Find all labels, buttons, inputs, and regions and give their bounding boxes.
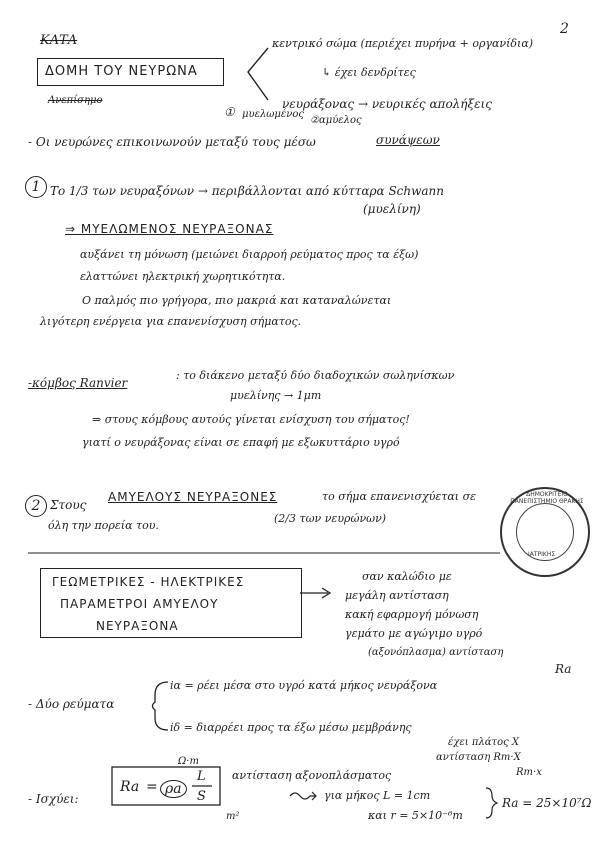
cable-line-2: μεγάλη αντίσταση xyxy=(345,589,449,602)
formula-denominator: S xyxy=(197,789,206,804)
synapse-line: - Οι νευρώνες επικοινωνούν μεταξύ τους μέσω xyxy=(28,135,316,149)
formula-lhs: Ra xyxy=(120,779,140,795)
axon-note-number: ① xyxy=(224,105,235,119)
ranvier-arrow-2: γιατί ο νευράξονας είναι σε επαφή με εξωκυττάριο υγρό xyxy=(82,436,400,449)
axon-note-myelinated: μυελωμένος xyxy=(242,109,305,120)
current-b: iδ = διαρρέει προς τα έξω μέσω μεμβράνης xyxy=(170,721,412,734)
myelin-line-2: ελαττώνει ηλεκτρική χωρητικότητα. xyxy=(80,270,286,283)
axon-branch: νευράξονας → νευρικές απολήξεις xyxy=(282,97,492,111)
rm-note-1: έχει πλάτος X xyxy=(448,737,520,748)
ranvier-line: : το διάκενο μεταξύ δύο διαδοχικών σωληνίσκων xyxy=(176,369,455,382)
currents-brace xyxy=(153,682,169,730)
structure-brace xyxy=(248,48,268,100)
ranvier-label: -κόμβος Ranvier xyxy=(28,376,128,390)
myelin-line-3: Ο παλμός πιο γρήγορα, πιο μακριά και καταναλώνεται xyxy=(82,294,392,307)
dendrites-branch: ↳ έχει δενδρίτες xyxy=(322,66,416,79)
page-number: 2 xyxy=(560,21,569,37)
myelin-note: (μυελίνη) xyxy=(363,202,421,216)
ranvier-arrow-1: ⇒ στους κόμβους αυτούς γίνεται ενίσχυση του σήματος! xyxy=(92,413,410,426)
given-radius: και r = 5×10⁻⁶m xyxy=(368,809,463,822)
myelinated-heading: ⇒ ΜΥΕΛΩΜΕΝΟΣ ΝΕΥΡΑΞΟΝΑΣ xyxy=(65,222,274,236)
section-2-number: 2 xyxy=(25,495,47,517)
struck-heading: ΚΑΤΑ xyxy=(40,33,78,48)
formula-equals: = xyxy=(146,779,158,795)
stamp-inner-text: ΙΑΤΡΙΚΗΣ xyxy=(528,551,556,558)
formula-numerator: L xyxy=(197,769,206,784)
given-brace xyxy=(486,788,497,818)
section-2-note: (2/3 των νευρώνων) xyxy=(274,512,387,525)
cable-line-1: σαν καλώδιο με xyxy=(362,570,452,583)
myelin-line-1: αυξάνει τη μόνωση (μειώνει διαρροή ρεύματος προς τα έξω) xyxy=(80,248,419,261)
formula-unit-ohm-m: Ω·m xyxy=(178,756,199,767)
stamp-outer-text: ΔΗΜΟΚΡΙΤΕΙΟ ΠΑΝΕΠΙΣΤΗΜΙΟ ΘΡΑΚΗΣ xyxy=(510,491,584,505)
section-2-pre: Στους xyxy=(50,498,87,512)
box-line-2: ΠΑΡΑΜΕΤΡΟΙ ΑΜΥΕΛΟΥ xyxy=(60,597,219,611)
page-title: ΔΟΜΗ ΤΟΥ ΝΕΥΡΩΝΑ xyxy=(45,64,198,79)
cable-line-6: Ra xyxy=(555,662,572,676)
axon-note-unmyelinated: ②αμύελος xyxy=(310,115,362,126)
result: Ra = 25×10⁷Ω xyxy=(502,796,592,810)
section-1-number: 1 xyxy=(25,176,47,198)
formula-rho: ρa xyxy=(160,780,187,798)
current-a: iα = ρέει μέσα στο υγρό κατά μήκος νευράξονα xyxy=(170,679,438,692)
given-arrow xyxy=(290,792,316,800)
rm-note-3: Rm·x xyxy=(516,767,542,778)
rm-note-2: αντίσταση Rm·X xyxy=(436,752,521,763)
myelin-line-4: λιγότερη ενέργεια για επανενίσχυση σήματος. xyxy=(40,315,302,328)
currents-label: - Δύο ρεύματα xyxy=(28,697,115,711)
resistance-label: - Ισχύει: xyxy=(28,792,79,806)
section-1-line: Το 1/3 των νευραξόνων → περιβάλλονται από κύτταρα Schwann xyxy=(50,184,445,198)
box-arrow xyxy=(300,588,330,598)
soma-branch: κεντρικό σώμα (περιέχει πυρήνα + οργανίδια) xyxy=(272,37,534,50)
given-length: για μήκος L = 1cm xyxy=(324,789,431,802)
box-line-3: ΝΕΥΡΑΞΟΝΑ xyxy=(96,619,179,633)
cable-line-4: γεμάτο με αγώγιμο υγρό xyxy=(345,627,483,640)
struck-note: Ανεπίσημο xyxy=(48,95,103,106)
section-2-post: το σήμα επανενισχύεται σε xyxy=(322,490,477,503)
ranvier-line-2: μυελίνης → 1μm xyxy=(230,389,322,402)
section-2-caps: ΑΜΥΕΛΟΥΣ ΝΕΥΡΑΞΟΝΕΣ xyxy=(108,490,278,504)
synapse-word: συνάψεων xyxy=(376,133,440,147)
formula-unit-m2: m² xyxy=(226,811,240,822)
formula-description: αντίσταση αξονοπλάσματος xyxy=(232,769,392,782)
box-line-1: ΓΕΩΜΕΤΡΙΚΕΣ - ΗΛΕΚΤΡΙΚΕΣ xyxy=(52,575,245,589)
section-2-line-2: όλη την πορεία του. xyxy=(48,519,159,532)
cable-line-3: κακή εφαρμογή μόνωση xyxy=(345,608,479,621)
cable-line-5: (αξονόπλασμα) αντίσταση xyxy=(368,647,504,658)
